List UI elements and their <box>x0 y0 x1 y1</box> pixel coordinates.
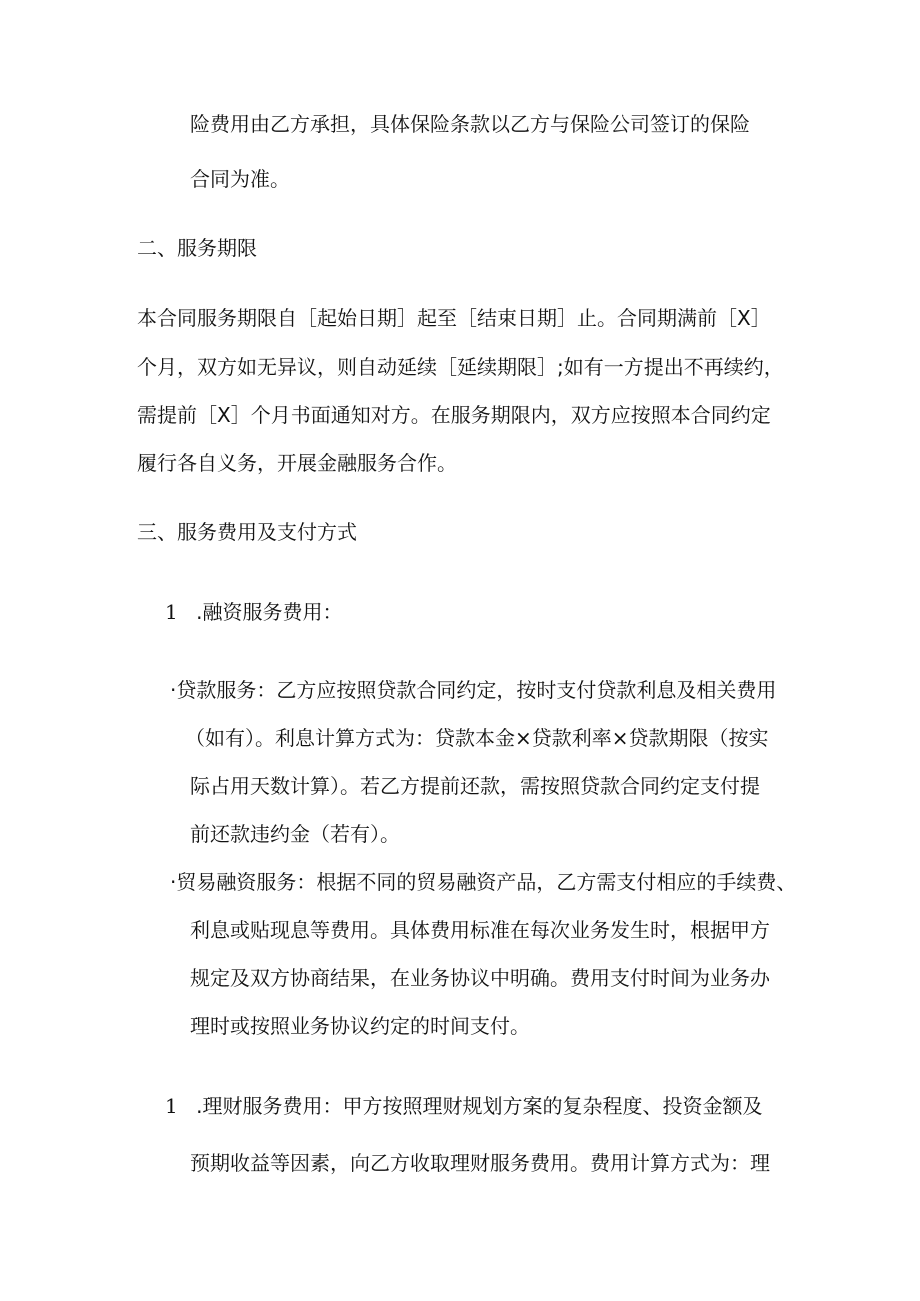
trade-bullet-line-2: 利息或贴现息等费用。具体费用标准在每次业务发生时，根据甲方 <box>190 918 770 942</box>
item-2-text: .理财服务费用：甲方按照理财规划方案的复杂程度、投资金额及 <box>196 1094 763 1118</box>
section-2-line-2: 个月，双方如无异议，则自动延续［延续期限］;如有一方提出不再续约， <box>137 355 784 379</box>
trade-bullet-line-1: ·贸易融资服务：根据不同的贸易融资产品，乙方需支付相应的手续费、 <box>170 870 797 894</box>
loan-bullet-line-4: 前还款违约金（若有）。 <box>190 822 400 846</box>
section-3-heading: 三、服务费用及支付方式 <box>137 520 357 544</box>
item-2-line-2: 预期收益等因素，向乙方收取理财服务费用。费用计算方式为：理 <box>190 1151 770 1175</box>
loan-bullet-line-3: 际占用天数计算）。若乙方提前还款，需按照贷款合同约定支付提 <box>190 774 760 798</box>
section-2-line-1: 本合同服务期限自［起始日期］起至［结束日期］止。合同期满前［X］ <box>137 306 771 330</box>
continuation-line-1: 险费用由乙方承担，具体保险条款以乙方与保险公司签订的保险 <box>190 112 750 136</box>
section-2-line-3: 需提前［X］个月书面通知对方。在服务期限内，双方应按照本合同约定 <box>137 403 771 427</box>
loan-bullet-line-2: （如有）。利息计算方式为：贷款本金×贷款利率×贷款期限（按实 <box>185 726 769 750</box>
item-1-heading <box>165 599 342 625</box>
trade-bullet-line-4: 理时或按照业务协议约定的时间支付。 <box>190 1014 530 1038</box>
trade-bullet-line-3: 规定及双方协商结果，在业务协议中明确。费用支付时间为业务办 <box>190 966 770 990</box>
loan-bullet-line-1: ·贷款服务：乙方应按照贷款合同约定，按时支付贷款利息及相关费用 <box>170 678 777 702</box>
item-2-number: 1 <box>165 1094 178 1118</box>
item-2-line-1 <box>165 1093 762 1119</box>
item-1-number: 1 <box>165 600 178 624</box>
continuation-line-2: 合同为准。 <box>190 167 290 191</box>
item-1-title: .融资服务费用： <box>196 600 343 624</box>
section-2-heading: 二、服务期限 <box>137 236 257 260</box>
section-2-line-4: 履行各自义务，开展金融服务合作。 <box>137 451 457 475</box>
